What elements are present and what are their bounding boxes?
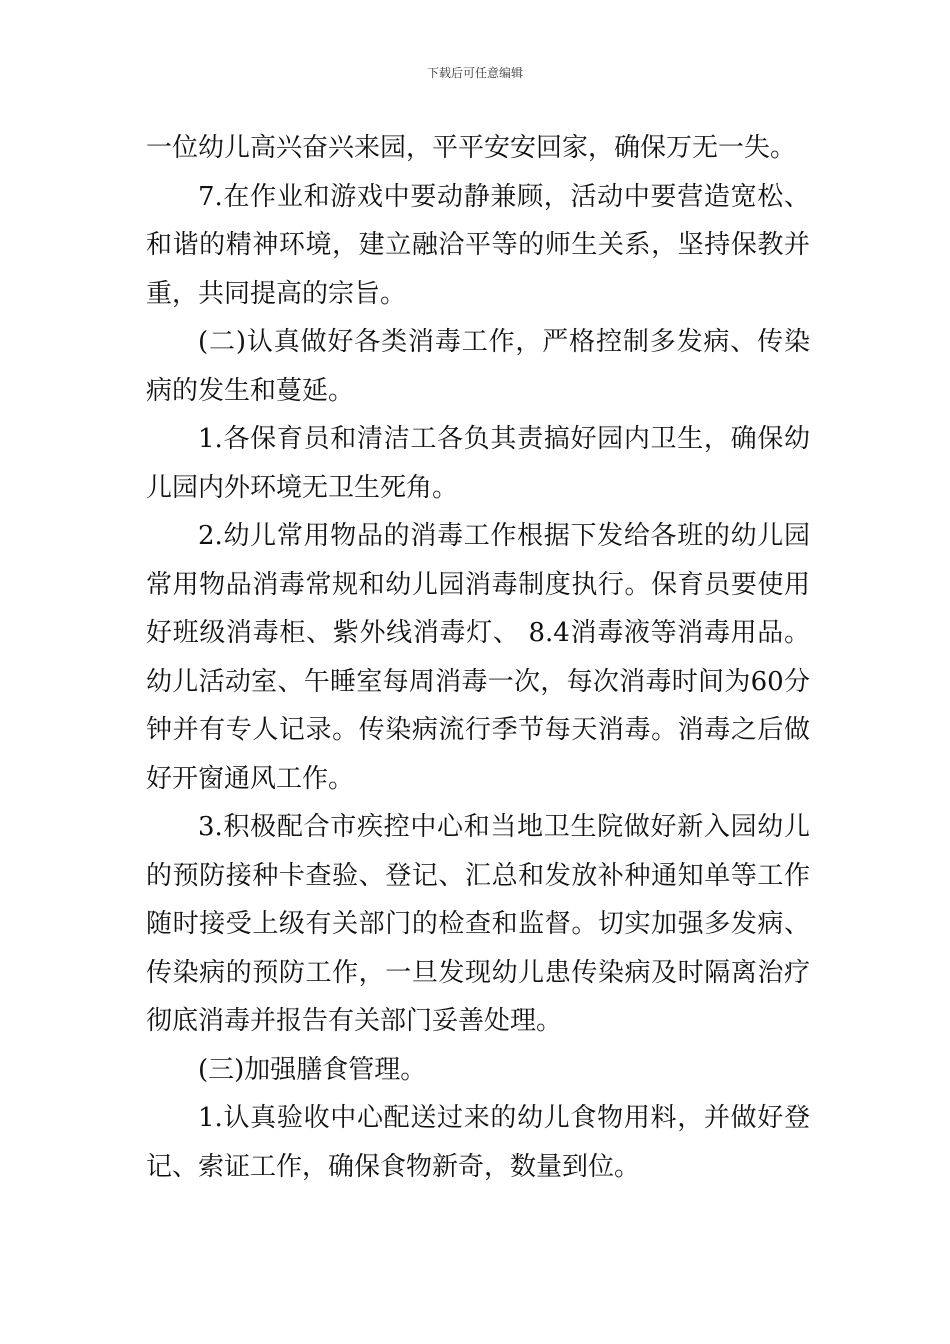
- paragraph-3: (二)认真做好各类消毒工作，严格控制多发病、传染病的发生和蔓延。: [146, 327, 810, 406]
- paragraph-1: 一位幼儿高兴奋兴来园，平平安安回家，确保万无一失。: [146, 133, 797, 163]
- page-header: 下载后可任意编辑: [426, 66, 523, 80]
- paragraph-2: 7.在作业和游戏中要动静兼顾，活动中要营造宽松、和谐的精神环境，建立融洽平等的师生关系，坚持保教并重，共同提高的宗旨。: [146, 181, 810, 309]
- paragraph-6: 3.积极配合市疾控中心和当地卫生院做好新入园幼儿的预防接种卡查验、登记、汇总和发放补种通知单等工作随时接受上级有关部门的检查和监督。切实加强多发病、传染病的预防工作，一旦发现幼儿患传染病及时隔离治疗彻底消毒并报告有关部门妥善处理。: [146, 812, 810, 1036]
- paragraph-5: 2.幼儿常用物品的消毒工作根据下发给各班的幼儿园常用物品消毒常规和幼儿园消毒制度执行。保育员要使用好班级消毒柜、紫外线消毒灯、 8.4消毒液等消毒用品。幼儿活动室、午睡室每周消毒一次，每次消毒时间为60分钟并有专人记录。传染病流行季节每天消毒。消毒之后做好开窗通风工作。: [146, 521, 810, 794]
- document-body: [146, 124, 810, 1191]
- paragraph-4: 1.各保育员和清洁工各负其责搞好园内卫生，确保幼儿园内外环境无卫生死角。: [146, 424, 810, 503]
- paragraph-7: (三)加强膳食管理。: [198, 1054, 427, 1085]
- paragraph-8: 1.认真验收中心配送过来的幼儿食物用料，并做好登记、索证工作，确保食物新奇，数量到位。: [146, 1103, 810, 1182]
